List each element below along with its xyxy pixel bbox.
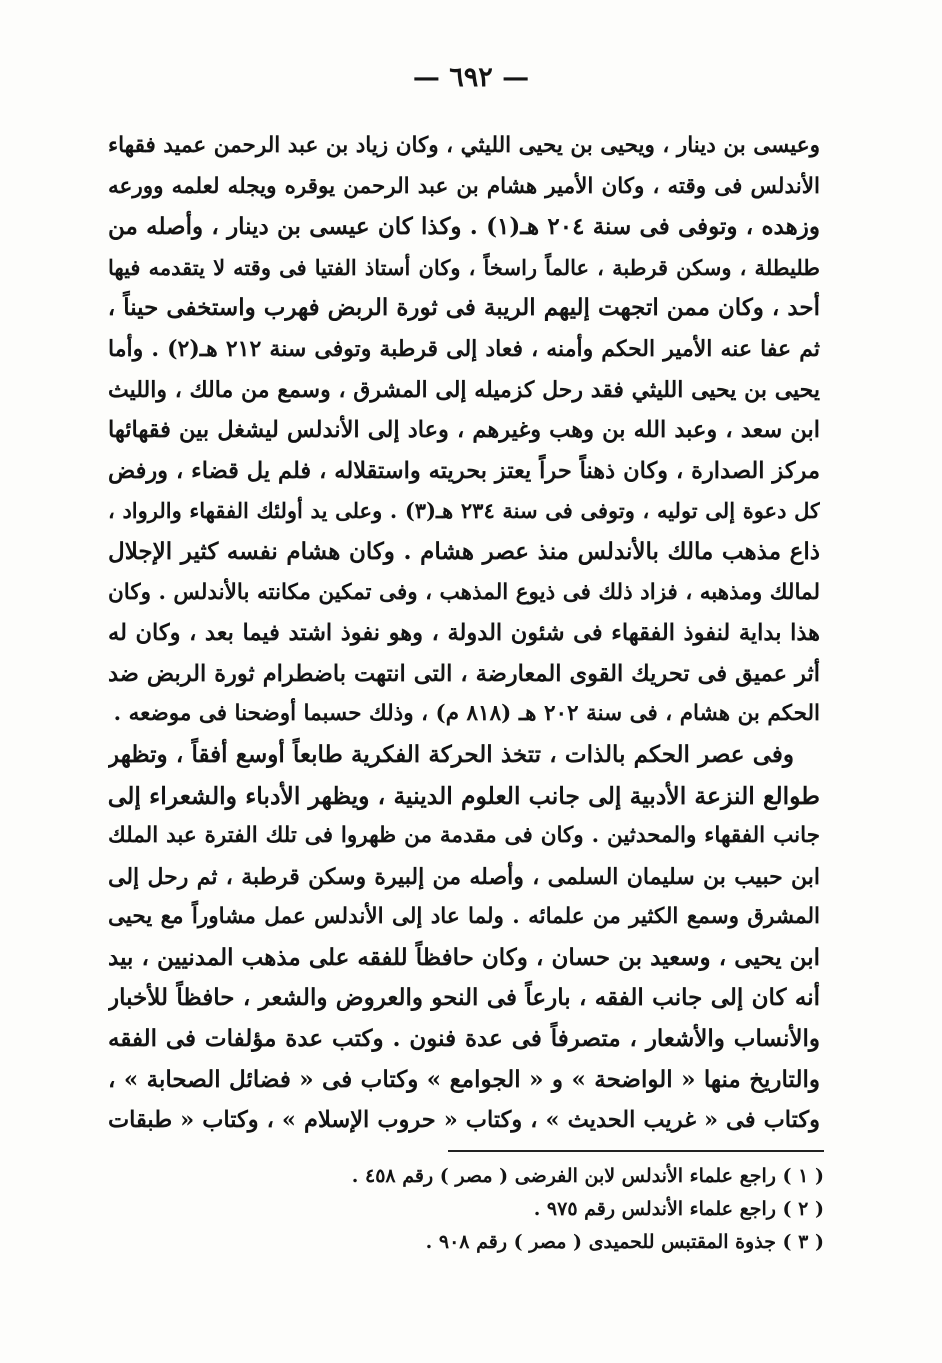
text-line: ابن يحيى ، وسعيد بن حسان ، وكان حافظاً للفقه على مذهب المدنيين ، بيد <box>108 943 820 971</box>
text-line: جانب الفقهاء والمحدثين . وكان فى مقدمة من ظهروا فى تلك الفترة عبد الملك <box>108 823 820 849</box>
footnote-divider <box>448 1150 824 1152</box>
footnote-3: ( ٣ ) جذوة المقتبس للحميدى ( مصر ) رقم ٩٠٨ . <box>425 1231 824 1253</box>
footnote-2: ( ٢ ) راجع علماء الأندلس رقم ٩٧٥ . <box>533 1198 824 1220</box>
page-number: — ٦٩٢ — <box>412 62 530 93</box>
main-text <box>108 126 820 1141</box>
text-line: والأنساب والأشعار ، متصرفاً فى عدة فنون . وكتب عدة مؤلفات فى الفقه <box>108 1025 820 1053</box>
text-line: هذا بداية لنفوذ الفقهاء فى شئون الدولة ، وهو نفوذ اشتد فيما بعد ، وكان له <box>108 620 820 647</box>
text-line: الأندلس فى وقته ، وكان الأمير هشام بن عبد الرحمن يوقره ويجله لعلمه وورعه <box>108 173 820 199</box>
text-line: ابن سعد ، وعبد الله بن وهب وغيرهم ، وعاد إلى الأندلس ليشغل بين فقهائها <box>108 417 820 444</box>
text-line: لمالك ومذهبه ، فزاد ذلك فى ذيوع المذهب ، وفى تمكين مكانته بالأندلس . وكان <box>108 579 820 605</box>
paragraph-end-line: الحكم بن هشام ، فى سنة ٢٠٢ هـ (٨١٨ م) ، وذلك حسبما أوضحنا فى موضعه . <box>113 701 820 727</box>
text-line: طليطلة ، وسكن قرطبة ، عالماً راسخاً ، وكان أستاذ الفتيا فى وقته لا يتقدمه فيها <box>108 254 820 280</box>
text-line: المشرق وسمع الكثير من علمائه . ولما عاد إلى الأندلس عمل مشاوراً مع يحيى <box>108 904 820 930</box>
text-line: وكتاب فى « غريب الحديث » ، وكتاب « حروب الإسلام » ، وكتاب « طبقات <box>108 1107 820 1134</box>
paragraph-start-line: وفى عصر الحكم بالذات ، تتخذ الحركة الفكرية طابعاً أوسع أفقاً ، وتظهر <box>108 740 794 768</box>
text-line: والتاريخ منها « الواضحة » و « الجوامع » وكتاب فى « فضائل الصحابة » ، <box>108 1065 820 1093</box>
text-line: أنه كان إلى جانب الفقه ، بارعاً فى النحو والعروض والشعر ، حافظاً للأخبار <box>108 984 820 1012</box>
footnotes <box>204 1160 824 1259</box>
text-line: أحد ، وكان ممن اتجهت إليهم الريبة فى ثورة الربض فهرب واستخفى حيناً ، <box>108 294 820 322</box>
footnote-1: ( ١ ) راجع علماء الأندلس لابن الفرضى ( مصر ) رقم ٤٥٨ . <box>351 1165 824 1187</box>
text-line: وعيسى بن دينار ، ويحيى بن يحيى الليثي ، وكان زياد بن عبد الرحمن عميد فقهاء <box>108 133 820 158</box>
text-line: أثر عميق فى تحريك القوى المعارضة ، التى انتهت باضطرام ثورة الربض ضد <box>108 660 820 687</box>
text-line: طوالع النزعة الأدبية إلى جانب العلوم الدينية ، ويظهر الأدباء والشعراء إلى <box>108 781 820 810</box>
text-line: ثم عفا عنه الأمير الحكم وأمنه ، فعاد إلى قرطبة وتوفى سنة ٢١٢ هـ(٢) . وأما <box>108 335 820 362</box>
text-line: وزهده ، وتوفى فى سنة ٢٠٤ هـ(١) . وكذا كان عيسى بن دينار ، وأصله من <box>108 213 820 241</box>
text-line: ابن حبيب بن سليمان السلمى ، وأصله من إلبيرة وسكن قرطبة ، ثم رحل إلى <box>108 863 820 890</box>
text-line: يحيى بن يحيى الليثي فقد رحل كزميله إلى المشرق ، وسمع من مالك ، والليث <box>108 376 820 403</box>
text-line: كل دعوة إلى توليه ، وتوفى فى سنة ٢٣٤ هـ(٣) . وعلى يد أولئك الفقهاء والرواد ، <box>108 498 820 524</box>
text-line: مركز الصدارة ، وكان ذهناً حراً يعتز بحريته واستقلاله ، فلم يل قضاء ، ورفض <box>108 457 820 484</box>
text-line: ذاع مذهب مالك بالأندلس منذ عصر هشام . وكان هشام نفسه كثير الإجلال <box>108 537 820 565</box>
